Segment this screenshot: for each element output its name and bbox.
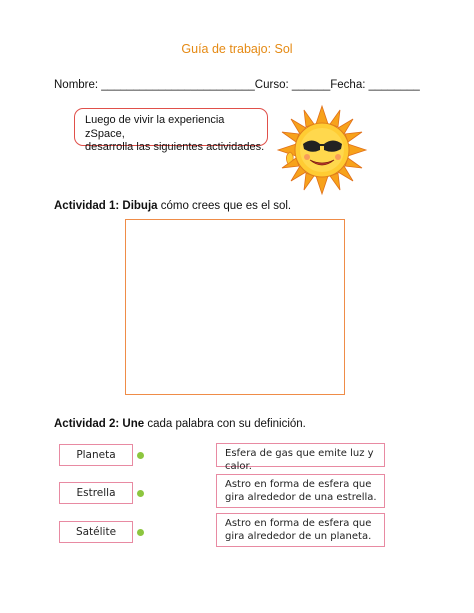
activity-2-text: cada palabra con su definición. <box>144 418 306 430</box>
curso-field[interactable]: Curso: ______ <box>254 79 331 91</box>
page-title: Guía de trabajo: Sol <box>181 42 293 56</box>
nombre-field[interactable]: Nombre: ________________________ <box>54 79 255 91</box>
definition-card-3[interactable]: Astro en forma de esfera que gira alrededor de un planeta. <box>216 513 385 547</box>
activity-1-label: Actividad 1: <box>54 200 120 212</box>
instruction-line-2: desarrolla las siguientes actividades. <box>85 141 265 153</box>
word-card-satelite[interactable]: Satélite <box>59 521 133 543</box>
sun-mascot-icon <box>276 104 368 196</box>
drawing-area[interactable] <box>125 219 345 395</box>
match-dot-planeta[interactable] <box>137 452 144 459</box>
definition-card-2[interactable]: Astro en forma de esfera que gira alrededor de una estrella. <box>216 474 385 508</box>
activity-2-instruction <box>54 418 306 430</box>
activity-2-label: Actividad 2: <box>54 418 120 430</box>
activity-1-verb: Dibuja <box>122 200 158 212</box>
match-dot-satelite[interactable] <box>137 529 144 536</box>
word-card-planeta[interactable]: Planeta <box>59 444 133 466</box>
fecha-field[interactable]: Fecha: ________ <box>330 79 420 91</box>
activity-1-instruction <box>54 200 291 212</box>
word-card-estrella[interactable]: Estrella <box>59 482 133 504</box>
activity-2-verb: Une <box>122 418 145 430</box>
instruction-line-1: Luego de vivir la experiencia zSpace, <box>85 114 225 140</box>
match-dot-estrella[interactable] <box>137 490 144 497</box>
student-info-line <box>54 79 420 91</box>
definition-card-1[interactable]: Esfera de gas que emite luz y calor. <box>216 443 385 467</box>
activity-1-text: cómo crees que es el sol. <box>157 200 292 212</box>
instruction-bubble <box>74 108 268 153</box>
